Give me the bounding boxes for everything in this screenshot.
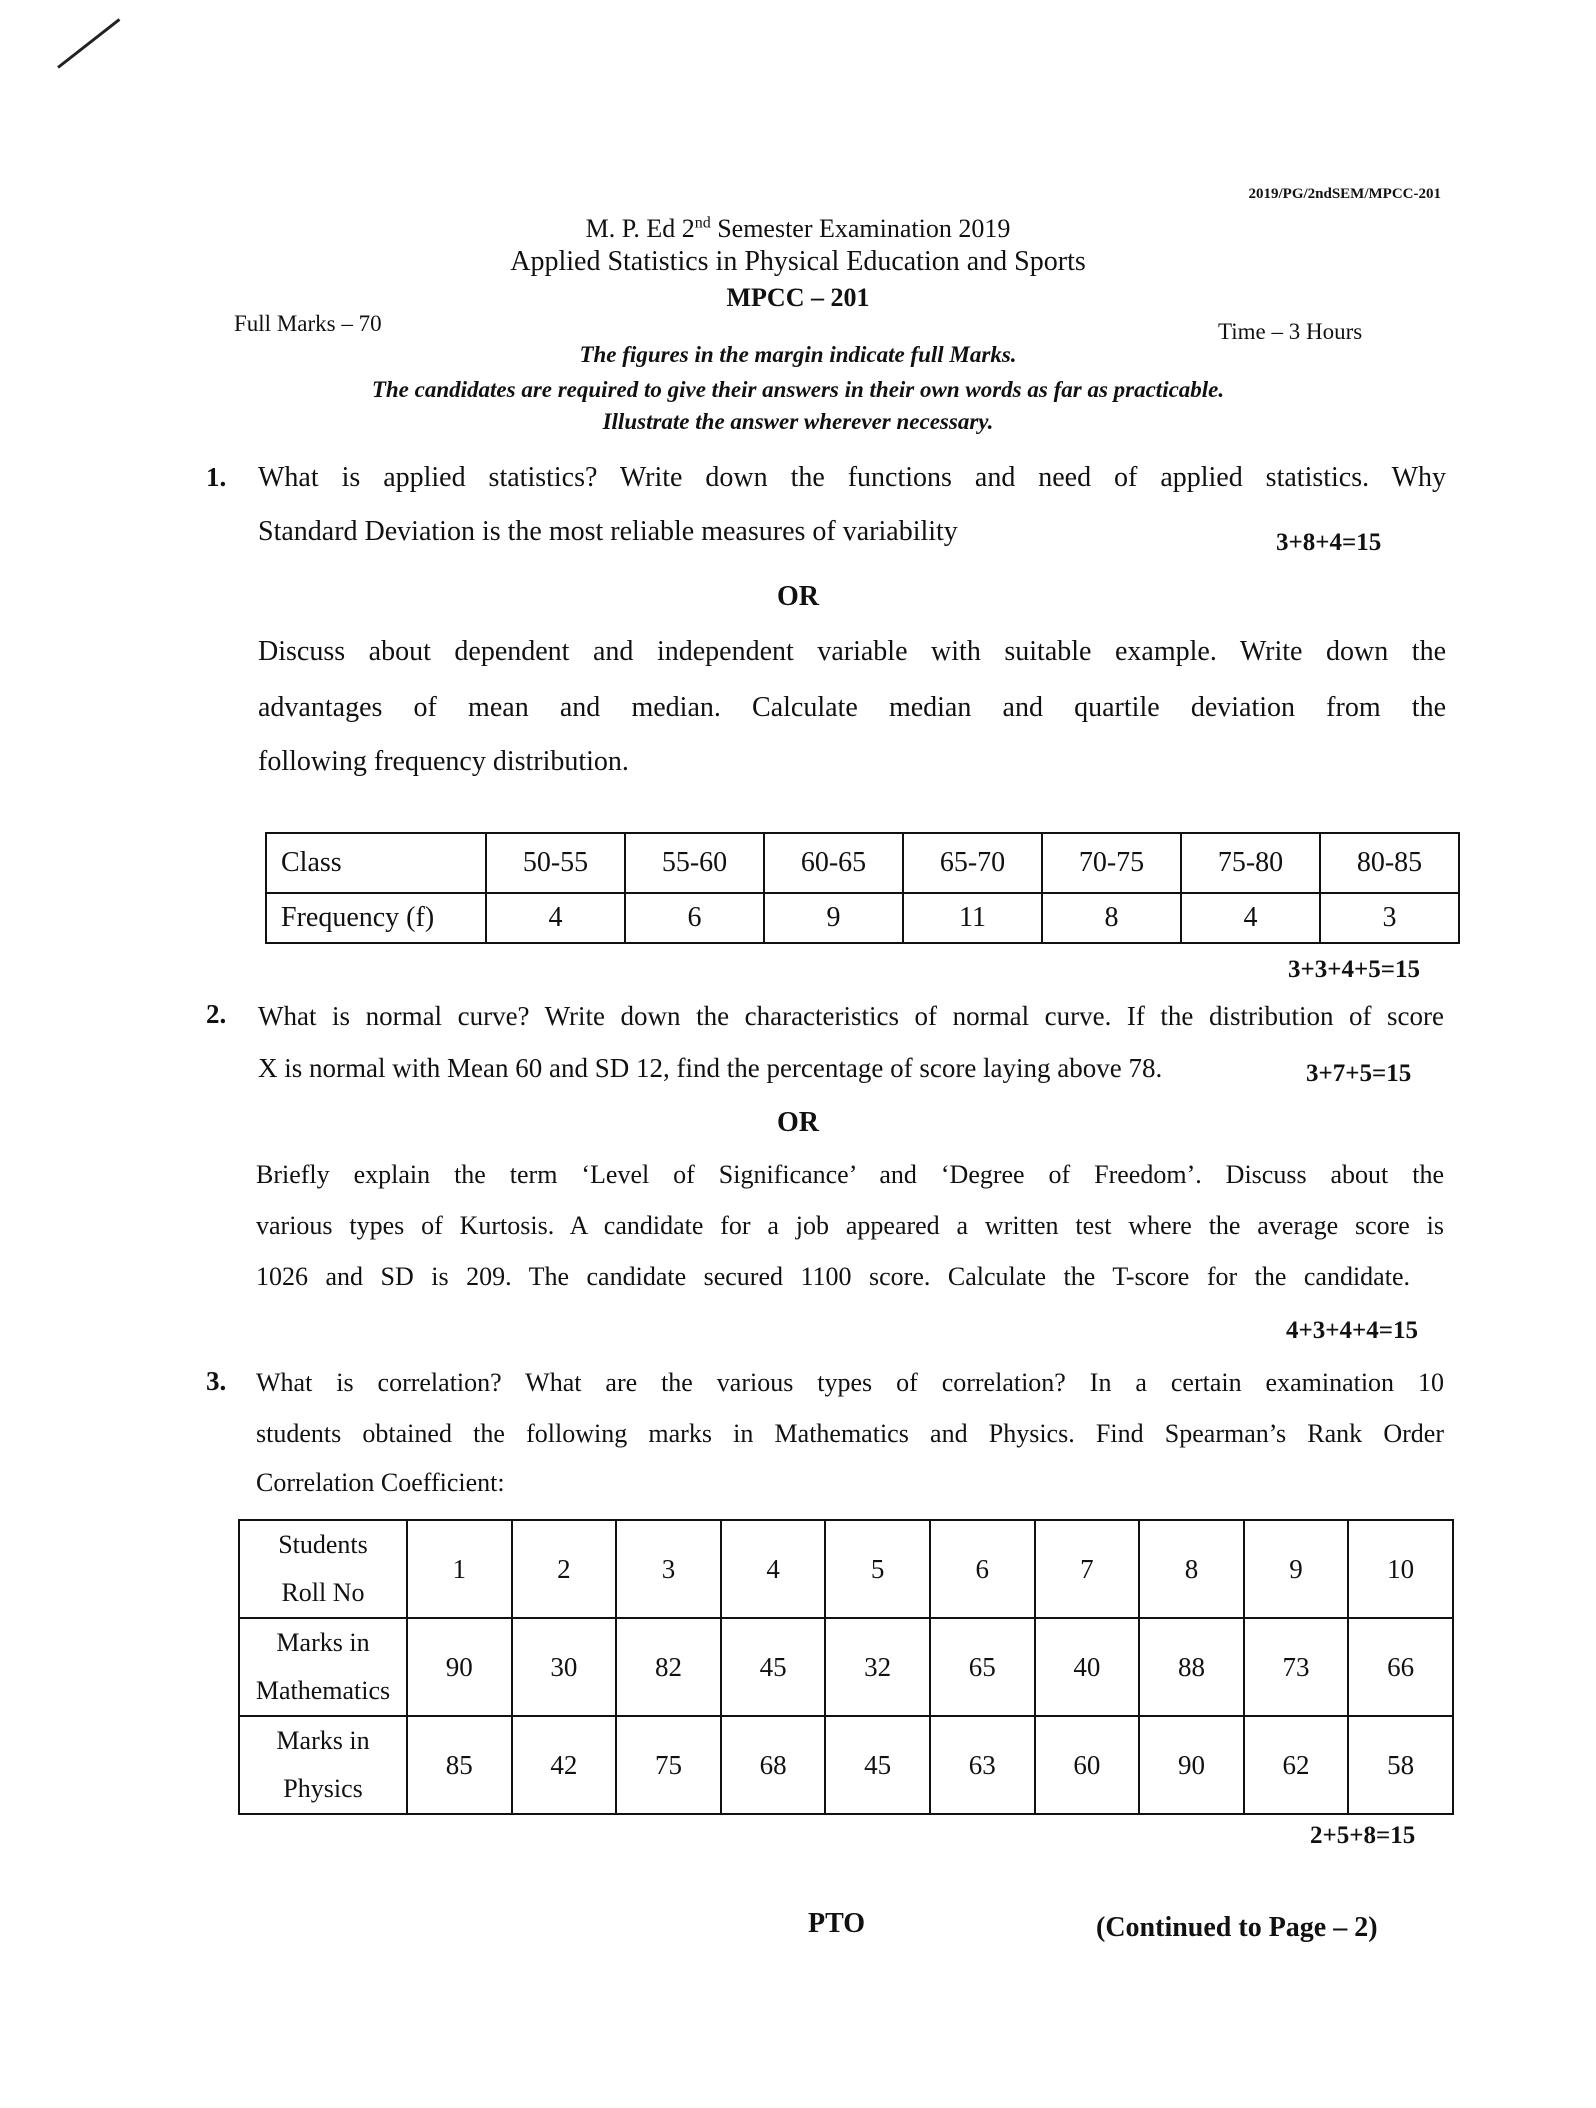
class-cell: 80-85: [1320, 833, 1459, 893]
question-1-number: 1.: [206, 462, 227, 492]
question-3-marks: 2+5+8=15: [1310, 1822, 1416, 1849]
mathematics-cell: 32: [825, 1618, 930, 1716]
mathematics-cell: 40: [1035, 1618, 1140, 1716]
continued-note: (Continued to Page – 2): [1096, 1912, 1378, 1943]
instruction-1: The figures in the margin indicate full Marks.: [579, 342, 1017, 367]
roll-number-cell: 3: [616, 1520, 721, 1618]
class-cell: 55-60: [625, 833, 764, 893]
roll-number-cell: 9: [1244, 1520, 1349, 1618]
physics-cell: 45: [825, 1716, 930, 1814]
question-2-or: OR: [777, 1107, 819, 1138]
pen-stroke-mark: [57, 18, 120, 68]
question-2-alt-line-1: Briefly explain the term ‘Level of Significance’ and ‘Degree of Freedom’. Discuss about the: [256, 1160, 1444, 1189]
time-allowed: Time – 3 Hours: [1218, 319, 1363, 344]
question-2-number: 2.: [206, 999, 227, 1029]
question-1-line-1: What is applied statistics? Write down the functions and need of applied statistics. Why: [258, 462, 1446, 493]
frequency-cell: 6: [625, 893, 764, 943]
frequency-cell: 11: [903, 893, 1042, 943]
question-2-marks: 3+7+5=15: [1306, 1060, 1412, 1087]
question-1-alt-marks: 3+3+4+5=15: [1288, 956, 1420, 983]
subject-title: Applied Statistics in Physical Education and Sports: [510, 246, 1086, 277]
roll-number-label-line-1: Students: [278, 1530, 368, 1559]
mathematics-cell: 82: [616, 1618, 721, 1716]
roll-number-label: [239, 1520, 407, 1618]
physics-cell: 68: [721, 1716, 826, 1814]
instruction-2: The candidates are required to give their answers in their own words as far as practicable.: [371, 377, 1225, 402]
class-cell: 75-80: [1181, 833, 1320, 893]
exam-title-sup: nd: [694, 214, 711, 232]
exam-title-post: Semester Examination 2019: [710, 214, 1011, 243]
physics-cell: 42: [512, 1716, 617, 1814]
course-code: MPCC – 201: [726, 283, 870, 312]
frequency-cell: 4: [486, 893, 625, 943]
question-1-or: OR: [777, 581, 819, 612]
class-cell: 50-55: [486, 833, 625, 893]
question-2-line-1: What is normal curve? Write down the characteristics of normal curve. If the distribution of score: [258, 1001, 1444, 1031]
class-cell: 60-65: [764, 833, 903, 893]
roll-number-label-line-2: Roll No: [281, 1578, 365, 1607]
pto-note: PTO: [808, 1908, 866, 1939]
question-3-line-1: What is correlation? What are the various types of correlation? In a certain examination 10: [256, 1368, 1444, 1397]
instruction-3: Illustrate the answer wherever necessary.: [602, 409, 994, 434]
question-2-line-2: X is normal with Mean 60 and SD 12, find the percentage of score laying above 78.: [258, 1053, 1163, 1083]
roll-number-cell: 7: [1035, 1520, 1140, 1618]
question-3-line-2: students obtained the following marks in Mathematics and Physics. Find Spearman’s Rank Order: [256, 1419, 1444, 1448]
exam-title: [0, 214, 1596, 244]
physics-cell: 60: [1035, 1716, 1140, 1814]
class-row: [266, 833, 1459, 893]
mathematics-cell: 66: [1348, 1618, 1453, 1716]
question-1-alt-line-3: following frequency distribution.: [258, 746, 629, 777]
paper-code: 2019/PG/2ndSEM/MPCC-201: [1248, 186, 1441, 202]
mathematics-label: [239, 1618, 407, 1716]
physics-cell: 58: [1348, 1716, 1453, 1814]
marks-table: [238, 1519, 1454, 1815]
roll-number-cell: 2: [512, 1520, 617, 1618]
mathematics-cell: 45: [721, 1618, 826, 1716]
mathematics-row: [239, 1618, 1453, 1716]
roll-number-cell: 8: [1139, 1520, 1244, 1618]
frequency-cell: 3: [1320, 893, 1459, 943]
mathematics-cell: 73: [1244, 1618, 1349, 1716]
mathematics-cell: 30: [512, 1618, 617, 1716]
physics-cell: 62: [1244, 1716, 1349, 1814]
question-1-alt-line-2: advantages of mean and median. Calculate median and quartile deviation from the: [258, 692, 1446, 723]
mathematics-label-line-1: Marks in: [276, 1628, 370, 1657]
roll-number-cell: 5: [825, 1520, 930, 1618]
physics-label: [239, 1716, 407, 1814]
roll-number-cell: 10: [1348, 1520, 1453, 1618]
question-2-alt-line-2: various types of Kurtosis. A candidate for a job appeared a written test where the average score is: [256, 1211, 1444, 1240]
exam-title-pre: M. P. Ed 2: [585, 214, 695, 243]
physics-label-line-2: Physics: [283, 1774, 363, 1803]
frequency-cell: 9: [764, 893, 903, 943]
frequency-table: [265, 832, 1460, 944]
physics-label-line-1: Marks in: [276, 1726, 370, 1755]
class-cell: 65-70: [903, 833, 1042, 893]
mathematics-cell: 88: [1139, 1618, 1244, 1716]
frequency-cell: 8: [1042, 893, 1181, 943]
mathematics-label-line-2: Mathematics: [255, 1676, 391, 1705]
mathematics-cell: 65: [930, 1618, 1035, 1716]
question-1-marks: 3+8+4=15: [1276, 529, 1382, 556]
frequency-label: Frequency (f): [266, 893, 486, 943]
physics-row: [239, 1716, 1453, 1814]
question-1-line-2: Standard Deviation is the most reliable measures of variability: [258, 516, 958, 547]
mathematics-cell: 90: [407, 1618, 512, 1716]
class-cell: 70-75: [1042, 833, 1181, 893]
physics-cell: 85: [407, 1716, 512, 1814]
roll-number-cell: 4: [721, 1520, 826, 1618]
frequency-cell: 4: [1181, 893, 1320, 943]
roll-number-cell: 6: [930, 1520, 1035, 1618]
physics-cell: 75: [616, 1716, 721, 1814]
roll-number-row: [239, 1520, 1453, 1618]
question-1-alt-line-1: Discuss about dependent and independent variable with suitable example. Write down the: [258, 636, 1446, 667]
frequency-row: [266, 893, 1459, 943]
physics-cell: 90: [1139, 1716, 1244, 1814]
full-marks: Full Marks – 70: [234, 311, 382, 336]
roll-number-cell: 1: [407, 1520, 512, 1618]
question-2-alt-marks: 4+3+4+4=15: [1286, 1317, 1418, 1344]
physics-cell: 63: [930, 1716, 1035, 1814]
class-label: Class: [266, 833, 486, 893]
question-3-line-3: Correlation Coefficient:: [256, 1468, 505, 1497]
question-3-number: 3.: [206, 1366, 227, 1396]
question-2-alt-line-3: 1026 and SD is 209. The candidate secured 1100 score. Calculate the T-score for the candidate.: [256, 1262, 1410, 1291]
